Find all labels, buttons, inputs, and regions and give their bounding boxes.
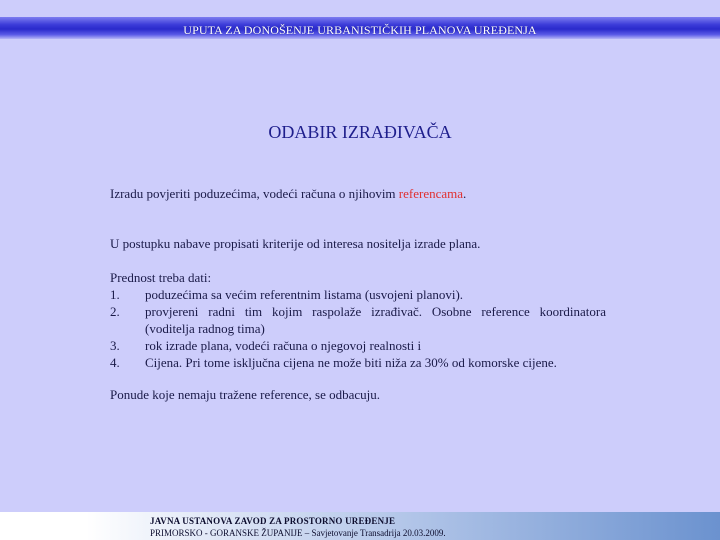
list-item [110, 286, 610, 303]
list-item-number: 1. [110, 287, 120, 302]
list-item-number: 4. [110, 355, 120, 370]
paragraph-references-end: . [463, 186, 467, 201]
list-item-text: poduzećima sa većim referentnim listama (usvojeni planovi). [145, 287, 464, 302]
slide-title: ODABIR IZRAĐIVAČA [268, 122, 452, 142]
priority-list [110, 286, 610, 371]
list-item-text: Cijena. Pri tome isključna cijena ne može biti niža za 30% od komorske cijene. [145, 355, 557, 370]
paragraph-references [110, 185, 610, 202]
list-intro: Prednost treba dati: [110, 270, 212, 285]
footer-event: PRIMORSKO - GORANSKE ŽUPANIJE – Savjetovanje Transadrija 20.03.2009. [150, 528, 446, 538]
paragraph-criteria: U postupku nabave propisati kriterije od interesa nositelja izrade plana. [110, 236, 481, 251]
footer-institution: JAVNA USTANOVA ZAVOD ZA PROSTORNO UREĐENJE [150, 516, 396, 526]
list-item-text: rok izrade plana, vodeći računa o njegovoj realnosti i [145, 338, 422, 353]
paragraph-references-text: Izradu povjeriti poduzećima, vodeći računa o njihovim [110, 186, 399, 201]
list-item-number: 3. [110, 338, 120, 353]
priority-section [110, 269, 610, 371]
list-item [110, 354, 610, 371]
list-item-number: 2. [110, 304, 120, 319]
list-item [110, 337, 610, 354]
references-highlight: referencama [398, 186, 464, 201]
header-title: UPUTA ZA DONOŠENJE URBANISTIČKIH PLANOVA UREĐENJA [183, 23, 537, 37]
list-item-text: provjereni radni tim kojim raspolaže izrađivač. Osobne reference koordinatora (voditelja radnog tima) [145, 304, 606, 336]
list-item [110, 303, 610, 337]
paragraph-rejection: Ponude koje nemaju tražene reference, se odbacuju. [110, 387, 380, 402]
